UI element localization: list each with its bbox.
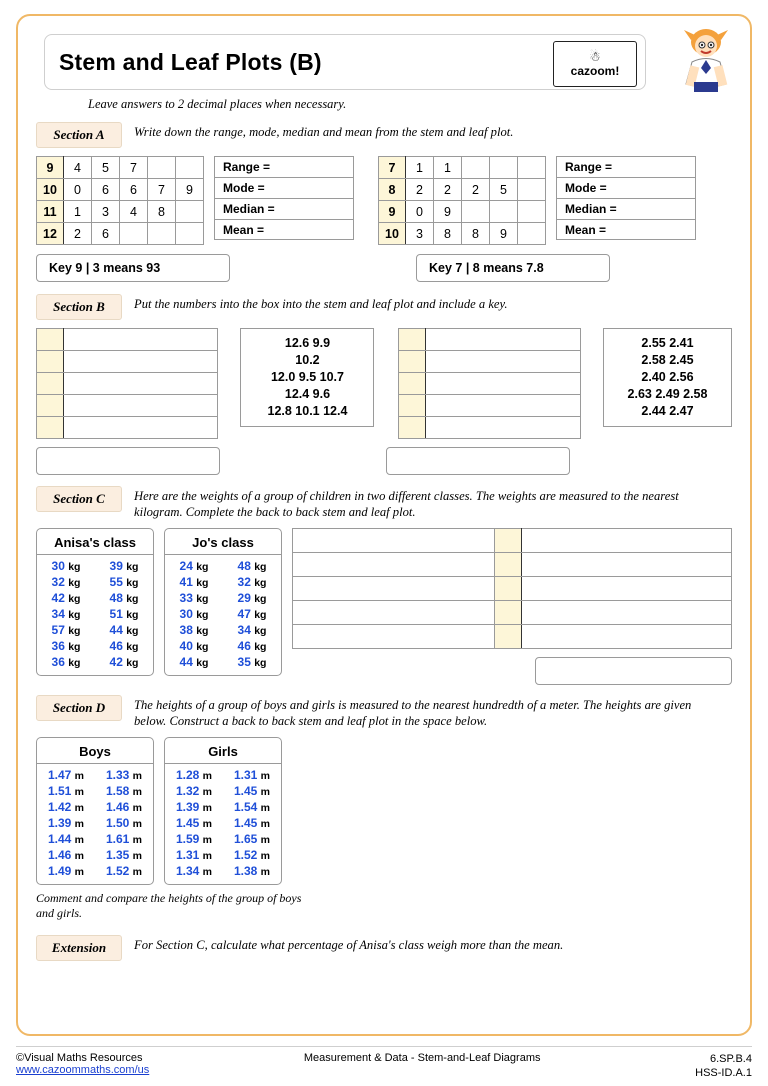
stem-cell-blank[interactable] — [399, 329, 426, 351]
weight-value: 33 kg — [179, 591, 209, 605]
stem-cell-blank[interactable] — [399, 395, 426, 417]
leaf-cell-blank[interactable] — [63, 329, 218, 351]
weight-value: 32 kg — [237, 575, 267, 589]
height-value: 1.65 m — [233, 832, 271, 846]
leaf-cell-right[interactable] — [521, 529, 731, 553]
leaf-cell: 8 — [148, 201, 176, 223]
height-value: 1.34 m — [175, 864, 213, 878]
table-row — [293, 601, 732, 625]
stem-cell-blank[interactable] — [37, 351, 64, 373]
height-value: 1.58 m — [105, 784, 143, 798]
weight-value: 46 kg — [109, 639, 139, 653]
page-title: Stem and Leaf Plots (B) — [59, 48, 322, 75]
section-b-key-row — [36, 447, 732, 475]
weight-value: 24 kg — [179, 559, 209, 573]
height-value: 1.39 m — [47, 816, 85, 830]
leaf-cell — [176, 223, 204, 245]
stem-cell-blank[interactable] — [494, 577, 521, 601]
key-input-1[interactable] — [36, 447, 220, 475]
footer-left — [16, 1052, 149, 1080]
leaf-cell — [518, 179, 546, 201]
table-row — [379, 201, 546, 223]
weight-value: 48 kg — [109, 591, 139, 605]
weight-value: 36 kg — [51, 639, 81, 653]
leaf-cell: 9 — [176, 179, 204, 201]
section-a-tag: Section A — [36, 122, 122, 148]
section-b-content — [36, 328, 732, 439]
key-box-2: Key 7 | 8 means 7.8 — [416, 254, 610, 282]
extension-desc: For Section C, calculate what percentage of Anisa's class weigh more than the mean. — [134, 938, 564, 952]
range-answer-2[interactable]: Range = — [556, 156, 696, 177]
height-value: 1.45 m — [233, 816, 271, 830]
height-value: 1.28 m — [175, 768, 213, 782]
table-row — [37, 417, 218, 439]
table-row — [37, 157, 204, 179]
leaf-cell: 9 — [434, 201, 462, 223]
leaf-cell — [518, 201, 546, 223]
jo-class-box — [164, 528, 282, 676]
weight-value: 39 kg — [109, 559, 139, 573]
section-a-header — [36, 122, 732, 148]
section-b-header — [36, 294, 732, 320]
leaf-cell: 0 — [406, 201, 434, 223]
stem-cell-blank[interactable] — [399, 351, 426, 373]
table-row — [399, 373, 580, 395]
numbers-line: 12.6 9.9 — [284, 336, 331, 350]
weight-value: 34 kg — [237, 623, 267, 637]
boys-box — [36, 737, 154, 885]
leaf-cell: 7 — [120, 157, 148, 179]
leaf-cell-blank[interactable] — [63, 417, 218, 439]
back-to-back-plot-c[interactable] — [292, 528, 732, 649]
leaf-cell-blank[interactable] — [63, 395, 218, 417]
mode-answer-1[interactable]: Mode = — [214, 177, 354, 198]
stem-cell: 9 — [379, 201, 406, 223]
leaf-cell: 6 — [92, 223, 120, 245]
section-d-desc: The heights of a group of boys and girls is measured to the nearest hundredth of a meter. The heights are given below. Construct a back to back stem and leaf plot in the space below. — [134, 698, 692, 728]
anisa-weights — [37, 559, 153, 669]
weight-value: 38 kg — [179, 623, 209, 637]
key-input-2[interactable] — [386, 447, 570, 475]
numbers-line: 2.58 2.45 — [641, 353, 694, 367]
extension-tag: Extension — [36, 935, 122, 961]
leaf-cell — [120, 223, 148, 245]
leaf-cell: 9 — [490, 223, 518, 245]
logo-word: cazoom! — [570, 63, 620, 78]
stem-leaf-plot-1 — [36, 156, 204, 245]
leaf-cell-right[interactable] — [521, 601, 731, 625]
section-c-plot-area — [292, 528, 732, 685]
height-value: 1.45 m — [175, 816, 213, 830]
weight-value: 42 kg — [51, 591, 81, 605]
weight-value: 32 kg — [51, 575, 81, 589]
numbers-line: 12.8 10.1 12.4 — [267, 404, 348, 418]
weight-value: 48 kg — [237, 559, 267, 573]
jo-class-title: Jo's class — [165, 533, 281, 555]
height-value: 1.46 m — [105, 800, 143, 814]
table-row — [399, 395, 580, 417]
weight-value: 44 kg — [179, 655, 209, 669]
height-value: 1.31 m — [233, 768, 271, 782]
table-row — [37, 351, 218, 373]
section-d-comment: Comment and compare the heights of the group of boys and girls. — [36, 891, 302, 920]
leaf-cell-blank[interactable] — [63, 373, 218, 395]
stem-cell: 10 — [37, 179, 64, 201]
stem-cell: 10 — [379, 223, 406, 245]
leaf-cell-blank[interactable] — [426, 395, 581, 417]
title-bar — [44, 34, 646, 90]
girls-box — [164, 737, 282, 885]
height-value: 1.51 m — [47, 784, 85, 798]
leaf-cell-blank[interactable] — [426, 351, 581, 373]
section-d-header — [36, 695, 732, 729]
section-c-desc: Here are the weights of a group of children in two different classes. The weights are measured to the nearest kilogram. Complete the back to back stem and leaf plot. — [134, 489, 679, 519]
height-value: 1.54 m — [233, 800, 271, 814]
stem-cell: 7 — [379, 157, 406, 179]
table-row — [37, 223, 204, 245]
leaf-cell-left[interactable] — [293, 577, 495, 601]
anisa-class-box — [36, 528, 154, 676]
weight-value: 42 kg — [109, 655, 139, 669]
height-value: 1.50 m — [105, 816, 143, 830]
height-value: 1.39 m — [175, 800, 213, 814]
leaf-cell-right[interactable] — [521, 577, 731, 601]
stem-leaf-blank-2[interactable] — [398, 328, 580, 439]
stem-cell-blank[interactable] — [399, 373, 426, 395]
stem-cell-blank[interactable] — [37, 373, 64, 395]
table-row — [37, 179, 204, 201]
leaf-cell: 3 — [92, 201, 120, 223]
leaf-cell — [148, 223, 176, 245]
height-value: 1.44 m — [47, 832, 85, 846]
leaf-cell: 5 — [490, 179, 518, 201]
numbers-line: 2.55 2.41 — [641, 336, 694, 350]
leaf-cell-left[interactable] — [293, 601, 495, 625]
height-value: 1.31 m — [175, 848, 213, 862]
girls-title: Girls — [165, 742, 281, 764]
mode-answer-2[interactable]: Mode = — [556, 177, 696, 198]
height-value: 1.46 m — [47, 848, 85, 862]
anisa-class-title: Anisa's class — [37, 533, 153, 555]
height-value: 1.59 m — [175, 832, 213, 846]
website-link[interactable]: www.cazoommaths.com/us — [16, 1064, 150, 1076]
section-a-content — [36, 156, 732, 245]
stem-leaf-plot-2 — [378, 156, 546, 245]
leaf-cell — [518, 157, 546, 179]
leaf-cell — [148, 157, 176, 179]
footer-right — [695, 1052, 752, 1080]
leaf-cell-blank[interactable] — [426, 373, 581, 395]
section-d-content — [36, 737, 732, 885]
table-row — [293, 625, 732, 649]
page-footer — [16, 1046, 752, 1080]
leaf-cell: 1 — [64, 201, 92, 223]
cazoom-logo — [553, 41, 637, 87]
stem-cell-blank[interactable] — [494, 553, 521, 577]
weight-value: 57 kg — [51, 623, 81, 637]
stem-cell-blank[interactable] — [494, 601, 521, 625]
extension-header — [36, 935, 732, 961]
median-answer-2[interactable]: Median = — [556, 198, 696, 219]
leaf-cell — [518, 223, 546, 245]
table-row — [293, 553, 732, 577]
section-a-desc: Write down the range, mode, median and mean from the stem and leaf plot. — [134, 125, 514, 139]
median-answer-1[interactable]: Median = — [214, 198, 354, 219]
height-value: 1.49 m — [47, 864, 85, 878]
weight-value: 41 kg — [179, 575, 209, 589]
numbers-line: 2.44 2.47 — [641, 404, 694, 418]
copyright-text: ©Visual Maths Resources — [16, 1052, 143, 1064]
boys-title: Boys — [37, 742, 153, 764]
leaf-cell-left[interactable] — [293, 625, 495, 649]
weight-value: 55 kg — [109, 575, 139, 589]
leaf-cell: 6 — [92, 179, 120, 201]
weight-value: 47 kg — [237, 607, 267, 621]
stem-cell-blank[interactable] — [37, 417, 64, 439]
height-value: 1.52 m — [233, 848, 271, 862]
leaf-cell-right[interactable] — [521, 553, 731, 577]
weight-value: 40 kg — [179, 639, 209, 653]
leaf-cell: 1 — [406, 157, 434, 179]
numbers-box-1 — [240, 328, 374, 427]
lightbulb-icon: ☃ — [589, 48, 601, 64]
leaf-cell: 5 — [92, 157, 120, 179]
numbers-line: 10.2 — [295, 353, 320, 367]
height-value: 1.61 m — [105, 832, 143, 846]
leaf-cell: 4 — [64, 157, 92, 179]
leaf-cell: 2 — [406, 179, 434, 201]
table-row — [379, 179, 546, 201]
instructions-subtitle: Leave answers to 2 decimal places when necessary. — [88, 97, 347, 111]
numbers-line: 2.40 2.56 — [641, 370, 694, 384]
standard-code-1: 6.SP.B.4 — [709, 1053, 752, 1065]
stem-leaf-blank-1[interactable] — [36, 328, 218, 439]
stem-cell: 8 — [379, 179, 406, 201]
section-a-keys — [36, 254, 732, 282]
key-box-1: Key 9 | 3 means 93 — [36, 254, 230, 282]
leaf-cell — [176, 201, 204, 223]
numbers-line: 2.63 2.49 2.58 — [627, 387, 708, 401]
stem-cell-blank[interactable] — [494, 529, 521, 553]
stem-cell: 11 — [37, 201, 64, 223]
height-value: 1.52 m — [105, 864, 143, 878]
mean-answer-1[interactable]: Mean = — [214, 219, 354, 240]
leaf-cell — [490, 157, 518, 179]
table-row — [399, 329, 580, 351]
key-input-c[interactable] — [535, 657, 732, 685]
table-row — [399, 351, 580, 373]
leaf-cell-blank[interactable] — [426, 417, 581, 439]
numbers-line: 12.4 9.6 — [284, 387, 331, 401]
leaf-cell: 2 — [462, 179, 490, 201]
leaf-cell: 1 — [434, 157, 462, 179]
weight-value: 29 kg — [237, 591, 267, 605]
stem-cell-blank[interactable] — [37, 329, 64, 351]
boys-heights — [37, 768, 153, 878]
section-c-tag: Section C — [36, 486, 122, 512]
leaf-cell — [462, 157, 490, 179]
stem-cell: 9 — [37, 157, 64, 179]
mascot-illustration — [668, 22, 744, 98]
leaf-cell-left[interactable] — [293, 553, 495, 577]
section-c-header — [36, 486, 732, 520]
girls-heights — [165, 768, 281, 878]
leaf-cell: 8 — [462, 223, 490, 245]
height-value: 1.32 m — [175, 784, 213, 798]
range-answer-1[interactable]: Range = — [214, 156, 354, 177]
worksheet-sheet — [16, 14, 752, 1036]
numbers-line: 12.0 9.5 10.7 — [270, 370, 344, 384]
height-value: 1.42 m — [47, 800, 85, 814]
height-value: 1.45 m — [233, 784, 271, 798]
table-row — [379, 157, 546, 179]
leaf-cell: 4 — [120, 201, 148, 223]
standard-code-2: HSS-ID.A.1 — [695, 1067, 752, 1079]
table-row — [37, 395, 218, 417]
table-row — [293, 577, 732, 601]
leaf-cell: 2 — [434, 179, 462, 201]
weight-value: 30 kg — [51, 559, 81, 573]
height-value: 1.38 m — [233, 864, 271, 878]
jo-weights — [165, 559, 281, 669]
section-c-content — [36, 528, 732, 685]
section-d-tag: Section D — [36, 695, 122, 721]
leaf-cell: 7 — [148, 179, 176, 201]
table-row — [399, 417, 580, 439]
leaf-cell: 3 — [406, 223, 434, 245]
table-row — [293, 529, 732, 553]
section-b-desc: Put the numbers into the box into the stem and leaf plot and include a key. — [134, 297, 508, 311]
leaf-cell: 2 — [64, 223, 92, 245]
weight-value: 35 kg — [237, 655, 267, 669]
weight-value: 30 kg — [179, 607, 209, 621]
weight-value: 36 kg — [51, 655, 81, 669]
table-row — [379, 223, 546, 245]
footer-middle: Measurement & Data - Stem-and-Leaf Diagrams — [303, 1052, 541, 1064]
leaf-cell — [490, 201, 518, 223]
leaf-cell: 0 — [64, 179, 92, 201]
height-value: 1.33 m — [105, 768, 143, 782]
leaf-cell-right[interactable] — [521, 625, 731, 649]
answers-group-1 — [214, 156, 354, 245]
height-value: 1.47 m — [47, 768, 85, 782]
leaf-cell-left[interactable] — [293, 529, 495, 553]
stem-cell-blank[interactable] — [494, 625, 521, 649]
table-row — [37, 329, 218, 351]
section-b-tag: Section B — [36, 294, 122, 320]
leaf-cell — [176, 157, 204, 179]
mean-answer-2[interactable]: Mean = — [556, 219, 696, 240]
answers-group-2 — [556, 156, 696, 245]
stem-cell-blank[interactable] — [37, 395, 64, 417]
weight-value: 44 kg — [109, 623, 139, 637]
leaf-cell: 6 — [120, 179, 148, 201]
stem-cell-blank[interactable] — [399, 417, 426, 439]
leaf-cell: 8 — [434, 223, 462, 245]
leaf-cell-blank[interactable] — [426, 329, 581, 351]
leaf-cell — [462, 201, 490, 223]
height-value: 1.35 m — [105, 848, 143, 862]
weight-value: 46 kg — [237, 639, 267, 653]
weight-value: 34 kg — [51, 607, 81, 621]
weight-value: 51 kg — [109, 607, 139, 621]
leaf-cell-blank[interactable] — [63, 351, 218, 373]
stem-cell: 12 — [37, 223, 64, 245]
numbers-box-2 — [603, 328, 732, 427]
table-row — [37, 201, 204, 223]
table-row — [37, 373, 218, 395]
